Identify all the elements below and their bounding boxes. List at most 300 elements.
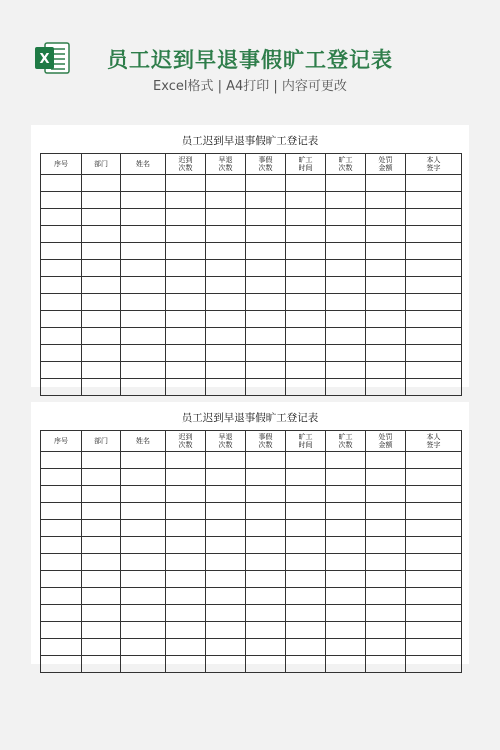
table-row [41, 571, 462, 588]
column-header [166, 431, 206, 452]
table-cell[interactable] [206, 588, 246, 605]
table-cell[interactable] [406, 452, 462, 469]
table-cell[interactable] [166, 243, 206, 260]
table-row [41, 226, 462, 243]
table-cell[interactable] [41, 486, 82, 503]
table-cell[interactable] [366, 571, 406, 588]
table-cell[interactable] [166, 469, 206, 486]
table-cell[interactable] [82, 175, 121, 192]
table-cell[interactable] [326, 311, 366, 328]
table-cell[interactable] [41, 192, 82, 209]
table-cell[interactable] [206, 345, 246, 362]
table-cell[interactable] [246, 639, 286, 656]
table-cell[interactable] [41, 175, 82, 192]
table-cell[interactable] [366, 277, 406, 294]
table-cell[interactable] [286, 639, 326, 656]
table-cell[interactable] [286, 243, 326, 260]
table-cell[interactable] [326, 294, 366, 311]
table-cell[interactable] [41, 588, 82, 605]
table-cell[interactable] [246, 588, 286, 605]
column-header-text: 姓名 [136, 160, 150, 168]
table-cell[interactable] [41, 294, 82, 311]
table-cell[interactable] [246, 605, 286, 622]
table-cell[interactable] [246, 209, 286, 226]
table-cell [246, 379, 286, 396]
table-cell[interactable] [366, 588, 406, 605]
header-row [41, 154, 462, 175]
table-cell[interactable] [326, 622, 366, 639]
table-cell[interactable] [246, 554, 286, 571]
table-cell[interactable] [366, 486, 406, 503]
table-cell[interactable] [121, 192, 166, 209]
table-cell [366, 656, 406, 673]
table-cell[interactable] [206, 226, 246, 243]
table-cell[interactable] [246, 328, 286, 345]
table-cell[interactable] [41, 362, 82, 379]
table-cell[interactable] [82, 639, 121, 656]
table-cell[interactable] [206, 622, 246, 639]
table-cell[interactable] [326, 243, 366, 260]
table-cell[interactable] [121, 452, 166, 469]
table-cell[interactable] [206, 311, 246, 328]
table-cell[interactable] [406, 554, 462, 571]
table-cell[interactable] [326, 520, 366, 537]
column-header [206, 431, 246, 452]
table-cell[interactable] [41, 452, 82, 469]
table-cell[interactable] [406, 192, 462, 209]
table-cell[interactable] [121, 345, 166, 362]
table-row [41, 486, 462, 503]
column-header [121, 431, 166, 452]
table-cell[interactable] [246, 486, 286, 503]
table-cell[interactable] [206, 554, 246, 571]
table-cell[interactable] [286, 503, 326, 520]
table-cell[interactable] [246, 452, 286, 469]
table-cell[interactable] [82, 537, 121, 554]
table-cell[interactable] [326, 554, 366, 571]
table-cell[interactable] [246, 226, 286, 243]
table-cell[interactable] [366, 639, 406, 656]
table-cell[interactable] [406, 486, 462, 503]
table-cell[interactable] [82, 605, 121, 622]
table-cell[interactable] [406, 226, 462, 243]
table-cell[interactable] [121, 571, 166, 588]
table-cell[interactable] [206, 503, 246, 520]
table-cell[interactable] [286, 294, 326, 311]
column-header-text: 金额 [378, 164, 393, 172]
table-cell[interactable] [286, 260, 326, 277]
table-cell[interactable] [166, 345, 206, 362]
table-cell[interactable] [286, 520, 326, 537]
table-cell[interactable] [121, 639, 166, 656]
table-cell[interactable] [246, 277, 286, 294]
table-cell[interactable] [206, 537, 246, 554]
table-cell[interactable] [286, 571, 326, 588]
table-cell [41, 656, 82, 673]
table-cell[interactable] [82, 260, 121, 277]
table-cell[interactable] [121, 503, 166, 520]
table-cell[interactable] [121, 554, 166, 571]
table-cell[interactable] [121, 328, 166, 345]
table-cell[interactable] [366, 175, 406, 192]
table-cell[interactable] [326, 537, 366, 554]
column-header-text: 迟到 [178, 433, 193, 441]
column-header [286, 154, 326, 175]
table-cell[interactable] [286, 328, 326, 345]
table-cell[interactable] [206, 243, 246, 260]
table-cell[interactable] [206, 209, 246, 226]
table-cell[interactable] [326, 277, 366, 294]
column-header-text: 事假 [258, 156, 273, 164]
table-cell[interactable] [286, 362, 326, 379]
table-cell[interactable] [366, 260, 406, 277]
table-cell[interactable] [121, 226, 166, 243]
table-cell[interactable] [246, 192, 286, 209]
table-cell[interactable] [286, 209, 326, 226]
table-cell[interactable] [286, 192, 326, 209]
table-cell[interactable] [206, 294, 246, 311]
table-cell[interactable] [406, 175, 462, 192]
table-cell[interactable] [82, 452, 121, 469]
table-cell [286, 656, 326, 673]
table-cell[interactable] [41, 328, 82, 345]
table-cell[interactable] [121, 469, 166, 486]
table-cell[interactable] [406, 311, 462, 328]
table-cell[interactable] [286, 345, 326, 362]
table-cell[interactable] [366, 554, 406, 571]
table-cell[interactable] [406, 503, 462, 520]
header-row [41, 431, 462, 452]
table-cell[interactable] [82, 469, 121, 486]
table-cell[interactable] [206, 486, 246, 503]
table-cell[interactable] [326, 639, 366, 656]
table-cell[interactable] [246, 260, 286, 277]
column-header-text: 旷工 [338, 156, 353, 164]
table-cell[interactable] [206, 469, 246, 486]
table-cell[interactable] [206, 192, 246, 209]
table-cell[interactable] [121, 294, 166, 311]
table-cell[interactable] [406, 571, 462, 588]
table-cell[interactable] [166, 622, 206, 639]
table-cell[interactable] [121, 311, 166, 328]
column-header-text: 处罚 [378, 433, 393, 441]
table-row [41, 469, 462, 486]
page-header [0, 0, 500, 115]
table-cell [366, 379, 406, 396]
table-cell[interactable] [206, 639, 246, 656]
table-cell[interactable] [246, 294, 286, 311]
table-cell [246, 656, 286, 673]
table-cell[interactable] [406, 328, 462, 345]
table-cell[interactable] [326, 260, 366, 277]
table-cell[interactable] [82, 486, 121, 503]
table-cell[interactable] [166, 260, 206, 277]
column-header-text: 时间 [298, 164, 313, 172]
table-cell[interactable] [82, 622, 121, 639]
table-cell[interactable] [82, 311, 121, 328]
table-cell[interactable] [326, 192, 366, 209]
table-cell[interactable] [121, 486, 166, 503]
column-header [206, 154, 246, 175]
table-cell[interactable] [326, 486, 366, 503]
column-header-text: 迟到 [178, 156, 193, 164]
column-header [41, 154, 82, 175]
table-cell[interactable] [82, 345, 121, 362]
column-header-text: 次数 [258, 164, 273, 172]
table-cell[interactable] [41, 503, 82, 520]
table-cell[interactable] [82, 588, 121, 605]
table-cell[interactable] [366, 311, 406, 328]
table-cell[interactable] [82, 277, 121, 294]
table-cell[interactable] [206, 520, 246, 537]
table-cell[interactable] [41, 260, 82, 277]
table-cell[interactable] [406, 520, 462, 537]
table-cell[interactable] [286, 226, 326, 243]
table-cell[interactable] [246, 503, 286, 520]
table-cell[interactable] [121, 362, 166, 379]
table-cell[interactable] [121, 622, 166, 639]
table-cell[interactable] [246, 520, 286, 537]
column-header-text: 序号 [54, 160, 68, 168]
table-cell[interactable] [366, 226, 406, 243]
table-cell[interactable] [41, 605, 82, 622]
table-cell[interactable] [82, 209, 121, 226]
table-cell[interactable] [166, 554, 206, 571]
table-cell[interactable] [406, 277, 462, 294]
table-cell[interactable] [326, 328, 366, 345]
table-cell[interactable] [82, 226, 121, 243]
table-cell[interactable] [41, 277, 82, 294]
sheet-title: 员工迟到早退事假旷工登记表 [181, 135, 319, 147]
table-cell[interactable] [121, 175, 166, 192]
table-cell[interactable] [121, 243, 166, 260]
table-cell[interactable] [406, 605, 462, 622]
table-cell[interactable] [41, 537, 82, 554]
table-cell[interactable] [206, 175, 246, 192]
table-cell[interactable] [82, 571, 121, 588]
table-cell[interactable] [366, 469, 406, 486]
table-cell[interactable] [366, 452, 406, 469]
table-row [41, 452, 462, 469]
table-cell[interactable] [366, 328, 406, 345]
table-cell[interactable] [121, 537, 166, 554]
column-header [366, 154, 406, 175]
table-cell[interactable] [41, 469, 82, 486]
table-row [41, 554, 462, 571]
table-cell[interactable] [121, 588, 166, 605]
table-cell[interactable] [206, 605, 246, 622]
table-row [41, 243, 462, 260]
table-cell[interactable] [326, 469, 366, 486]
table-cell[interactable] [166, 294, 206, 311]
table-cell[interactable] [166, 503, 206, 520]
table-cell[interactable] [286, 588, 326, 605]
column-header-text: 次数 [258, 441, 273, 449]
table-cell[interactable] [366, 192, 406, 209]
table-cell[interactable] [246, 311, 286, 328]
table-cell[interactable] [246, 243, 286, 260]
table-cell[interactable] [166, 452, 206, 469]
table-cell[interactable] [366, 345, 406, 362]
table-cell[interactable] [326, 588, 366, 605]
table-cell[interactable] [166, 226, 206, 243]
table-cell[interactable] [246, 469, 286, 486]
table-cell[interactable] [406, 362, 462, 379]
table-cell [166, 656, 206, 673]
table-cell[interactable] [166, 588, 206, 605]
sheet-title: 员工迟到早退事假旷工登记表 [181, 412, 319, 424]
table-cell[interactable] [166, 311, 206, 328]
table-cell[interactable] [246, 362, 286, 379]
table-cell[interactable] [82, 554, 121, 571]
form-sheet-preview-2 [31, 402, 469, 664]
table-cell[interactable] [366, 362, 406, 379]
column-header-text: 旷工 [298, 156, 313, 164]
table-cell[interactable] [326, 209, 366, 226]
table-cell[interactable] [406, 243, 462, 260]
table-row [41, 209, 462, 226]
table-cell[interactable] [206, 452, 246, 469]
table-cell[interactable] [82, 294, 121, 311]
table-cell[interactable] [286, 605, 326, 622]
table-cell[interactable] [166, 209, 206, 226]
table-cell[interactable] [366, 520, 406, 537]
table-cell[interactable] [326, 605, 366, 622]
table-cell[interactable] [41, 554, 82, 571]
table-cell[interactable] [326, 362, 366, 379]
table-cell[interactable] [121, 277, 166, 294]
table-cell [326, 379, 366, 396]
table-cell[interactable] [366, 503, 406, 520]
table-cell [121, 656, 166, 673]
table-cell[interactable] [406, 639, 462, 656]
column-header-text: 部门 [94, 160, 108, 168]
table-cell[interactable] [166, 571, 206, 588]
table-cell[interactable] [41, 209, 82, 226]
table-cell[interactable] [166, 277, 206, 294]
table-cell[interactable] [82, 362, 121, 379]
table-cell[interactable] [41, 345, 82, 362]
table-cell[interactable] [406, 294, 462, 311]
table-cell [166, 379, 206, 396]
table-cell[interactable] [82, 503, 121, 520]
table-cell[interactable] [286, 537, 326, 554]
table-cell[interactable] [166, 639, 206, 656]
table-cell[interactable] [166, 192, 206, 209]
table-cell[interactable] [366, 605, 406, 622]
table-row [41, 294, 462, 311]
table-cell[interactable] [166, 486, 206, 503]
table-cell[interactable] [206, 571, 246, 588]
table-cell[interactable] [366, 243, 406, 260]
table-cell[interactable] [326, 503, 366, 520]
table-cell[interactable] [286, 622, 326, 639]
table-cell[interactable] [82, 243, 121, 260]
table-cell[interactable] [246, 622, 286, 639]
table-cell[interactable] [286, 311, 326, 328]
table-cell[interactable] [206, 362, 246, 379]
table-cell[interactable] [41, 622, 82, 639]
table-cell[interactable] [366, 294, 406, 311]
column-header-text: 次数 [338, 164, 353, 172]
table-cell[interactable] [82, 520, 121, 537]
column-header-text: 本人 [426, 433, 441, 441]
table-cell[interactable] [41, 311, 82, 328]
table-cell[interactable] [406, 260, 462, 277]
table-cell[interactable] [246, 175, 286, 192]
table-row [41, 503, 462, 520]
table-cell[interactable] [406, 588, 462, 605]
column-header [326, 431, 366, 452]
table-row [41, 537, 462, 554]
column-header [406, 431, 462, 452]
table-cell[interactable] [41, 639, 82, 656]
table-cell[interactable] [406, 537, 462, 554]
table-cell[interactable] [82, 192, 121, 209]
table-row [41, 328, 462, 345]
table-cell[interactable] [366, 537, 406, 554]
table-cell[interactable] [41, 571, 82, 588]
table-cell[interactable] [406, 469, 462, 486]
column-header-text: 次数 [338, 441, 353, 449]
table-cell[interactable] [166, 537, 206, 554]
table-cell[interactable] [41, 520, 82, 537]
table-cell[interactable] [206, 260, 246, 277]
table-cell[interactable] [286, 486, 326, 503]
table-cell[interactable] [326, 345, 366, 362]
table-cell[interactable] [121, 260, 166, 277]
table-row [41, 277, 462, 294]
table-cell[interactable] [41, 243, 82, 260]
table-cell[interactable] [121, 520, 166, 537]
table-cell [406, 656, 462, 673]
table-cell[interactable] [41, 226, 82, 243]
table-cell[interactable] [246, 537, 286, 554]
table-cell[interactable] [406, 345, 462, 362]
table-cell[interactable] [286, 554, 326, 571]
table-cell[interactable] [166, 175, 206, 192]
table-cell[interactable] [326, 226, 366, 243]
table-cell[interactable] [406, 209, 462, 226]
table-cell[interactable] [166, 328, 206, 345]
table-cell[interactable] [286, 469, 326, 486]
table-cell[interactable] [286, 175, 326, 192]
table-cell[interactable] [82, 328, 121, 345]
table-cell[interactable] [246, 345, 286, 362]
table-cell[interactable] [366, 622, 406, 639]
table-cell[interactable] [121, 209, 166, 226]
table-cell[interactable] [121, 605, 166, 622]
table-cell [206, 379, 246, 396]
table-cell[interactable] [326, 452, 366, 469]
table-cell[interactable] [326, 175, 366, 192]
table-cell[interactable] [286, 277, 326, 294]
table-cell[interactable] [166, 605, 206, 622]
column-header-text: 序号 [54, 437, 68, 445]
table-cell[interactable] [286, 452, 326, 469]
table-cell[interactable] [166, 362, 206, 379]
register-table [40, 430, 462, 673]
table-cell[interactable] [166, 520, 206, 537]
table-cell[interactable] [406, 622, 462, 639]
table-cell[interactable] [246, 571, 286, 588]
column-header [406, 154, 462, 175]
table-row [41, 192, 462, 209]
table-cell[interactable] [326, 571, 366, 588]
table-cell[interactable] [206, 277, 246, 294]
table-cell[interactable] [366, 209, 406, 226]
table-cell[interactable] [206, 328, 246, 345]
